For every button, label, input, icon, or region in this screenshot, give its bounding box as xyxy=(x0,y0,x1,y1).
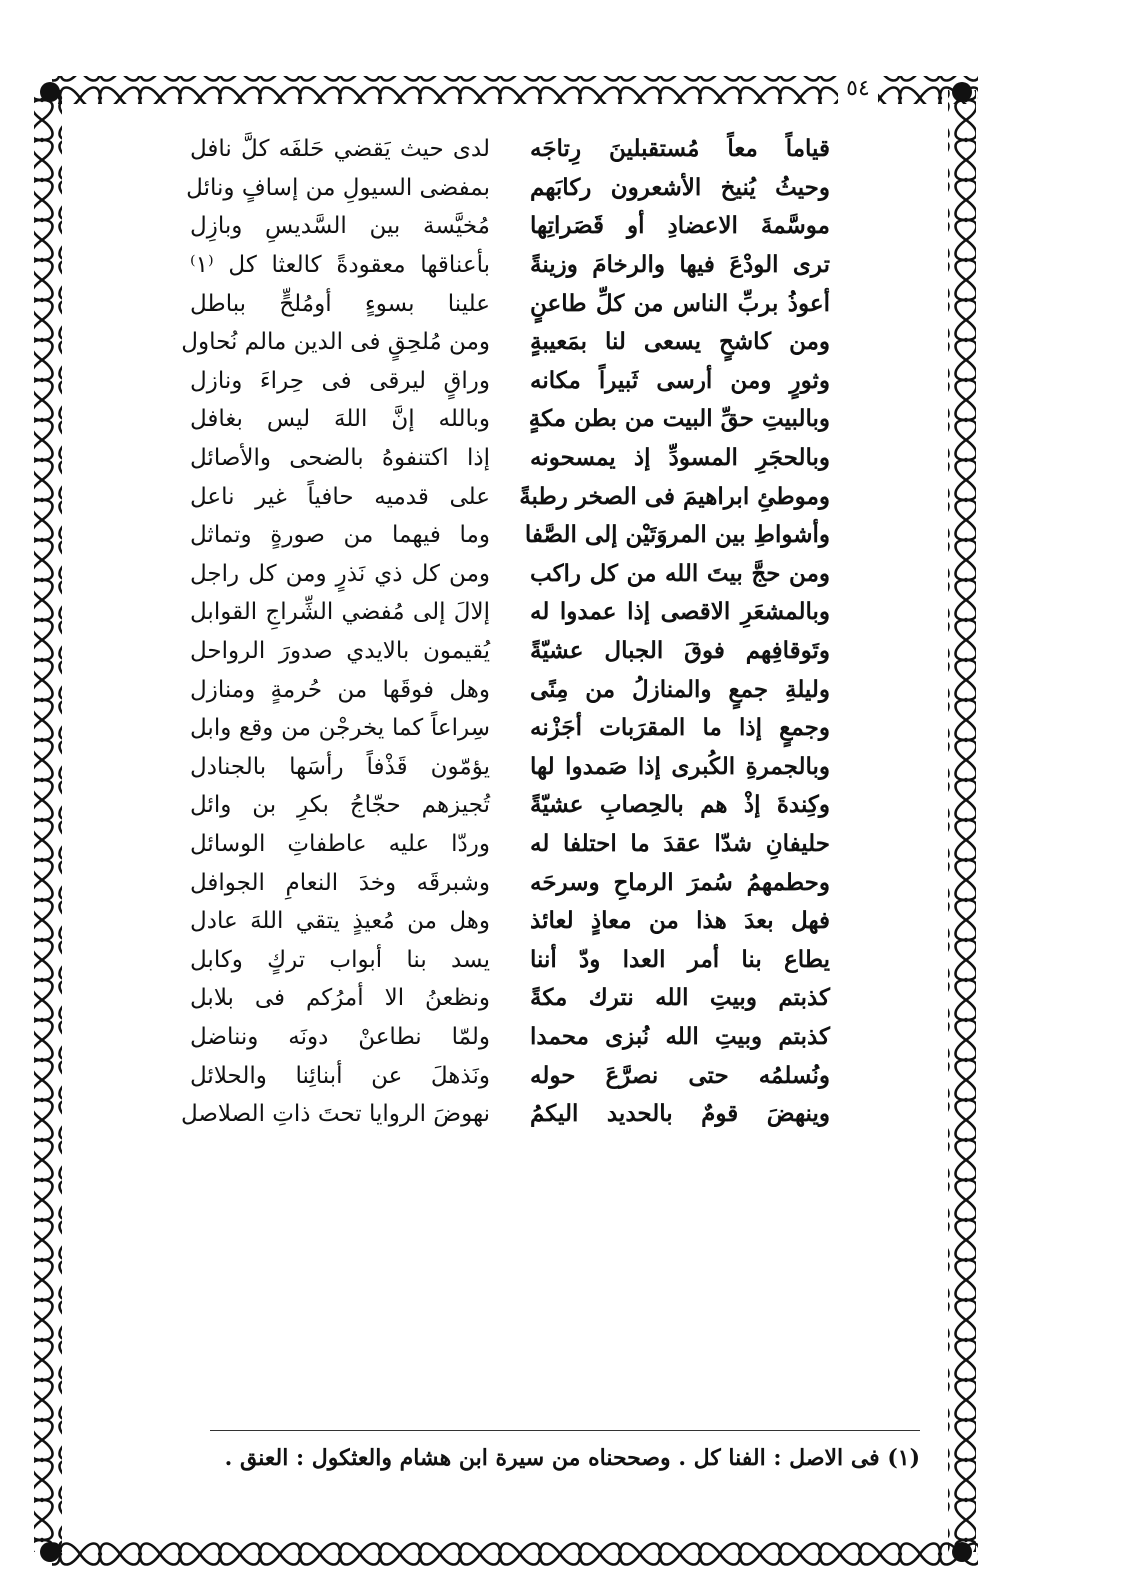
second-hemistich: وشبرقَه وخدَ النعامِ الجوافل xyxy=(190,869,490,896)
footnote-divider xyxy=(210,1430,920,1431)
second-hemistich: ومن مُلحِقٍ فى الدين مالم نُحاول xyxy=(181,329,490,356)
verse-line xyxy=(190,940,830,979)
verse-line xyxy=(190,362,830,401)
first-hemistich: يطاع بنا أمر العدا ودّ أننا xyxy=(530,945,830,973)
first-hemistich: وجمعٍ إذا ما المقرَبات أجَزْنه xyxy=(530,714,830,742)
verse-line xyxy=(186,169,830,208)
verse-line xyxy=(190,786,830,825)
verse-line xyxy=(190,632,830,671)
first-hemistich: ترى الودْعَ فيها والرخامَ وزينةً xyxy=(530,251,830,279)
second-hemistich: ومن كل ذي نَذرٍ ومن كل راجل xyxy=(190,560,490,587)
verse-line xyxy=(180,1095,830,1134)
second-hemistich: وبالله إنَّ اللهَ ليس بغافل xyxy=(190,406,490,433)
first-hemistich: وأشواطِ بين المروَتَيْن إلى الصَّفا xyxy=(524,521,830,549)
first-hemistich: وليلةِ جمعٍ والمنازلُ من مِنًى xyxy=(530,675,830,703)
second-hemistich: وهل فوقَها من حُرمةٍ ومنازل xyxy=(190,676,490,703)
first-hemistich: وثورٍ ومن أرسى ثَبيراً مكانه xyxy=(530,366,830,394)
first-hemistich: ومن كاشحٍ يسعى لنا بمَعيبةٍ xyxy=(530,328,830,356)
first-hemistich: ونُسلمُه حتى نصرَّعَ حوله xyxy=(530,1061,830,1089)
verse-line xyxy=(190,477,830,516)
second-hemistich: وراقٍ ليرقى فى حِراءَ ونازل xyxy=(190,367,490,394)
first-hemistich: وموطئِ ابراهيمَ فى الصخر رطبةً xyxy=(519,482,830,510)
second-hemistich: علينا بسوءٍ أومُلحٍّ بباطل xyxy=(190,290,490,317)
verse-line xyxy=(190,979,830,1018)
second-hemistich: إلالَ إلى مُفضي الشِّراجِ القوابل xyxy=(190,599,490,626)
second-hemistich: نهوضَ الروايا تحتَ ذاتِ الصلاصل xyxy=(180,1101,490,1128)
second-hemistich: يؤمّون قَذْفاً رأسَها بالجنادل xyxy=(190,753,490,780)
first-hemistich: كذبتم وبيتِ الله نترك مكةً xyxy=(530,984,830,1012)
verse-line xyxy=(190,902,830,941)
second-hemistich: يُقيمون بالايدي صدورَ الرواحل xyxy=(190,638,490,665)
first-hemistich: كذبتم وبيتِ الله نُبزى محمدا xyxy=(530,1022,830,1050)
verse-line xyxy=(190,516,830,555)
verse-line xyxy=(190,709,830,748)
verse-line xyxy=(190,555,830,594)
first-hemistich: وكِندةَ إذْ هم بالحِصابِ عشيّةً xyxy=(530,791,830,819)
second-hemistich: ونَذهلَ عن أبنائِنا والحلائل xyxy=(190,1062,490,1089)
second-hemistich: سِراعاً كما يخرجْن من وقع وابل xyxy=(190,715,490,742)
second-hemistich: مُخيَّسة بين السَّديسِ وبازِل xyxy=(190,213,490,240)
first-hemistich: أعوذُ بربِّ الناس من كلِّ طاعنٍ xyxy=(530,289,830,317)
second-hemistich: وما فيهما من صورةٍ وتماثل xyxy=(190,522,490,549)
second-hemistich: وردّا عليه عاطفاتِ الوسائل xyxy=(190,830,490,857)
second-hemistich: لدى حيث يَقضي حَلفَه كلَّ نافل xyxy=(190,136,490,163)
first-hemistich: وتَوقافِهم فوقَ الجبال عشيّةً xyxy=(530,637,830,665)
verse-line xyxy=(190,207,830,246)
first-hemistich: وحطمهمُ سُمرَ الرماحِ وسرحَه xyxy=(530,868,830,896)
first-hemistich: ومن حجَّ بيتَ الله من كل راكب xyxy=(530,559,830,587)
footnote: (١) فى الاصل : الفنا كل . وصححناه من سيرة ابن هشام والعثكول : العنق . xyxy=(224,1445,920,1471)
page-number: ٥٤ xyxy=(838,72,878,106)
verse-line xyxy=(190,863,830,902)
first-hemistich: وبالمشعَرِ الاقصى إذا عمدوا له xyxy=(530,598,830,626)
first-hemistich: وبالبيتِ حقِّ البيت من بطن مكةٍ xyxy=(528,405,830,433)
verse-line xyxy=(190,439,830,478)
first-hemistich: وبالحجَرِ المسودِّ إذ يمسحونه xyxy=(530,444,830,472)
verse-line xyxy=(190,400,830,439)
verse-line xyxy=(190,670,830,709)
second-hemistich: إذا اكتنفوهُ بالضحى والأصائل xyxy=(190,445,490,472)
first-hemistich: حليفانِ شدّا عقدَ ما احتلفا له xyxy=(530,829,830,857)
second-hemistich: بمفضى السيولِ من إسافٍ ونائل xyxy=(186,174,490,201)
verse-line xyxy=(190,593,830,632)
verse-line xyxy=(181,323,830,362)
verse-line xyxy=(190,748,830,787)
first-hemistich: وينهضَ قومٌ بالحديد اليكمُ xyxy=(530,1100,830,1128)
verse-line xyxy=(190,284,830,323)
second-hemistich: بأعناقها معقودةً كالعثا كل ⁽١⁾ xyxy=(190,252,490,279)
first-hemistich: وحيثُ يُنيخ الأشعرون ركابَهم xyxy=(530,173,830,201)
verse-line xyxy=(190,130,830,169)
verse-line xyxy=(190,825,830,864)
second-hemistich: يسد بنا أبواب تركٍ وكابل xyxy=(190,946,490,973)
second-hemistich: وهل من مُعيذٍ يتقي اللهَ عادل xyxy=(190,908,490,935)
first-hemistich: موسَّمةَ الاعضادِ أو قَصَراتِها xyxy=(530,212,830,240)
verse-line xyxy=(190,1056,830,1095)
verse-line xyxy=(190,246,830,285)
second-hemistich: ونظعنُ الا أمرُكم فى بلابل xyxy=(190,985,490,1012)
first-hemistich: وبالجمرةِ الكُبرى إذا صَمدوا لها xyxy=(530,752,830,780)
first-hemistich: قياماً معاً مُستقبلينَ رِتاجَه xyxy=(530,135,830,163)
second-hemistich: تُجيزهم حجّاجُ بكرِ بن وائل xyxy=(190,792,490,819)
verse-line xyxy=(190,1018,830,1057)
second-hemistich: ولمّا نطاعنْ دونَه ونناضل xyxy=(190,1023,490,1050)
first-hemistich: فهل بعدَ هذا من معاذٍ لعائذ xyxy=(530,907,830,935)
poem xyxy=(180,130,830,1133)
second-hemistich: على قدميه حافياً غير ناعل xyxy=(190,483,490,510)
